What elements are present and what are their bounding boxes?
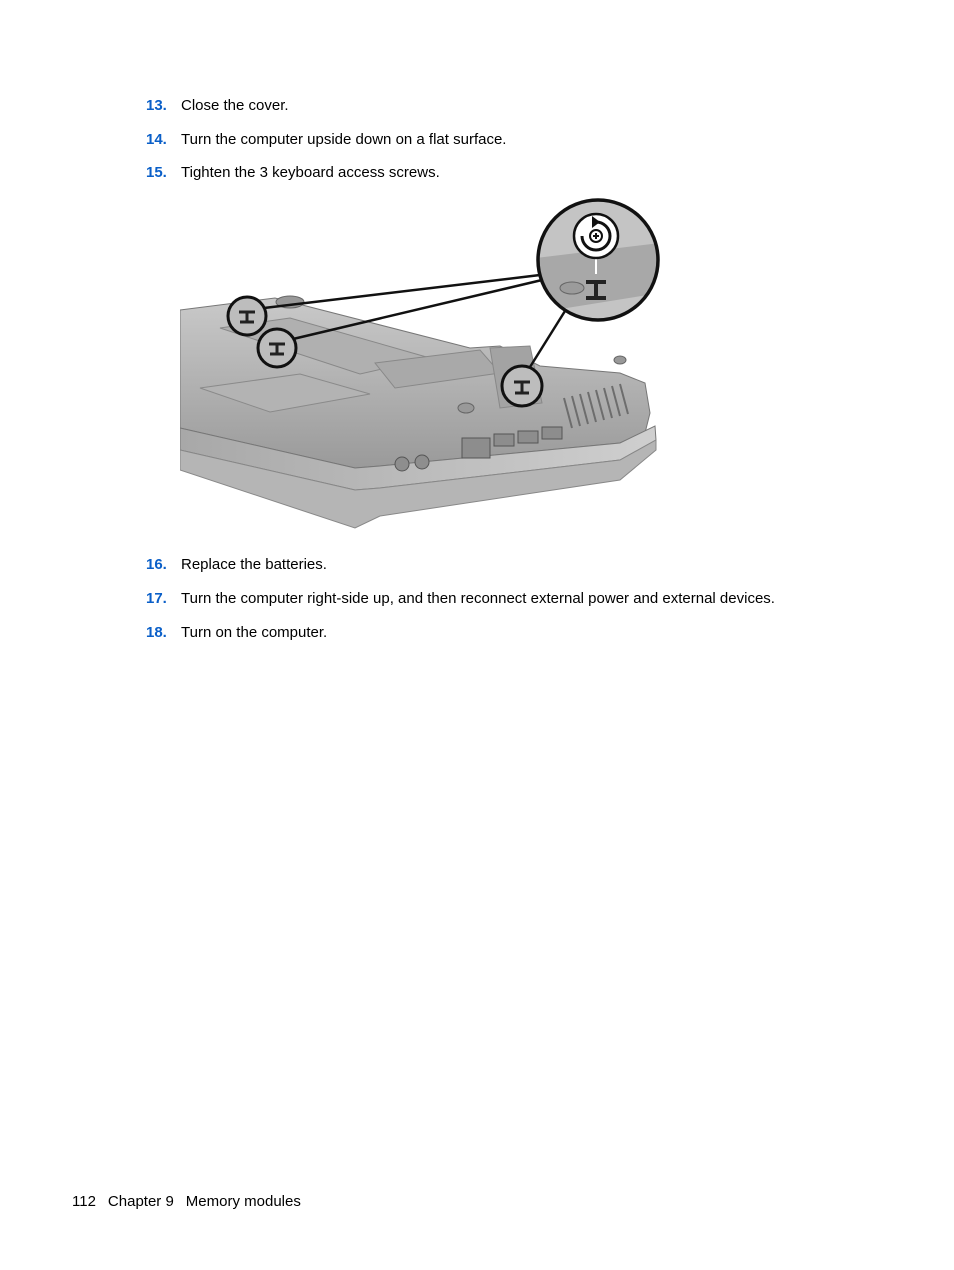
section-title: Memory modules [185,1193,301,1210]
step-text: Close the cover. [181,96,289,114]
step-text: Turn the computer upside down on a flat surface. [181,130,507,148]
step-text: Tighten the 3 keyboard access screws. [181,163,440,181]
chapter-label: Chapter 9 [107,1193,174,1210]
step-18 [146,621,327,643]
page-footer [72,1193,301,1210]
step-13 [146,94,289,116]
step-number: 13. [146,96,167,114]
step-15 [146,161,440,183]
step-text: Turn the computer right-side up, and then reconnect external power and external devices. [181,589,775,607]
step-text: Replace the batteries. [181,555,327,573]
laptop-bottom-screws-illustration [180,198,662,532]
laptop-bottom-figure [180,198,662,532]
step-text: Turn on the computer. [181,623,328,641]
page-number: 112 [72,1193,96,1210]
step-number: 16. [146,555,167,573]
step-number: 17. [146,589,167,607]
step-number: 14. [146,130,167,148]
step-17 [146,587,775,609]
step-14 [146,128,506,150]
step-number: 18. [146,623,167,641]
step-number: 15. [146,163,167,181]
step-16 [146,553,327,575]
